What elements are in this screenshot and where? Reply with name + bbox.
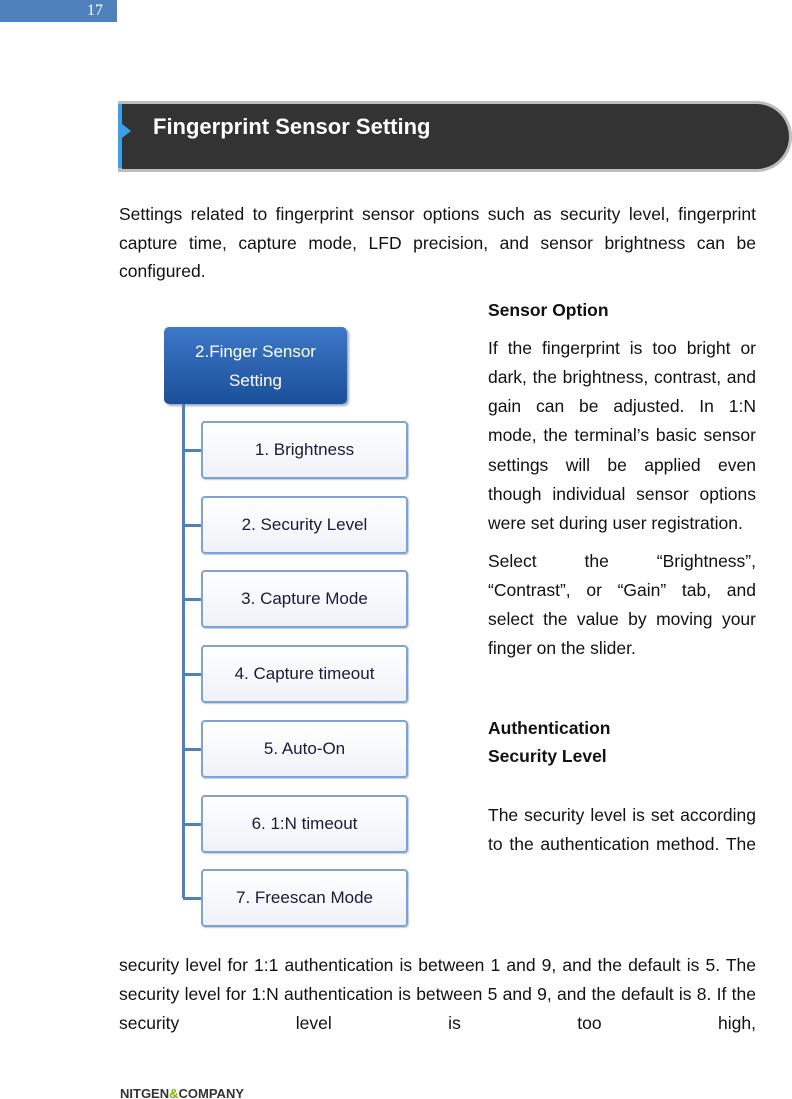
section-title: Fingerprint Sensor Setting (153, 114, 431, 139)
diagram-connector (183, 524, 201, 527)
diagram-connector (183, 598, 201, 601)
diagram-root (164, 327, 347, 404)
auth-heading-2: Security Level (488, 746, 607, 767)
diagram-connector (183, 673, 201, 676)
page-number: 17 (0, 0, 117, 22)
diagram-item: 3. Capture Mode (201, 570, 408, 628)
diagram-item: 1. Brightness (201, 421, 408, 479)
sensor-option-heading: Sensor Option (488, 300, 609, 320)
diagram-item: 4. Capture timeout (201, 645, 408, 703)
auth-paragraph: security level for 1:1 authentication is between 1 and 9, and the default is 5. The security level for 1:N authentication is between 5 and 9, and the default is 8. If the security level is too high, (119, 955, 756, 1033)
auth-paragraph-col: The security level is set according to the authentication method. The (488, 804, 756, 854)
right-column (488, 296, 756, 859)
sensor-option-p2: Select the “Brightness”, “Contrast”, or “Gain” tab, and select the value by moving your finger on the slider. (488, 550, 756, 659)
root-line1: 2.Finger Sensor (195, 342, 316, 361)
triangle-icon (122, 124, 131, 138)
diagram-connector (183, 897, 201, 900)
diagram-item: 2. Security Level (201, 496, 408, 554)
auth-heading-1: Authentication (488, 717, 611, 738)
intro-paragraph: Settings related to fingerprint sensor options such as security level, fingerprint capture time, capture mode, LFD precision, and sensor brightness can be configured. (119, 204, 756, 281)
diagram-item: 7. Freescan Mode (201, 869, 408, 927)
root-line2: Setting (229, 371, 282, 390)
sensor-option-p1: If the fingerprint is too bright or dark, the brightness, contrast, and gain can be adjusted. In 1:N mode, the terminal’s basic sensor settings will be applied even though individual sensor options were set during user registration. (488, 337, 756, 534)
diagram-connector (183, 823, 201, 826)
diagram-connector (183, 748, 201, 751)
diagram-connector (183, 449, 201, 452)
diagram-item: 5. Auto-On (201, 720, 408, 778)
company-logo: NITGEN&COMPANY (120, 1086, 244, 1099)
diagram-item: 6. 1:N timeout (201, 795, 408, 853)
